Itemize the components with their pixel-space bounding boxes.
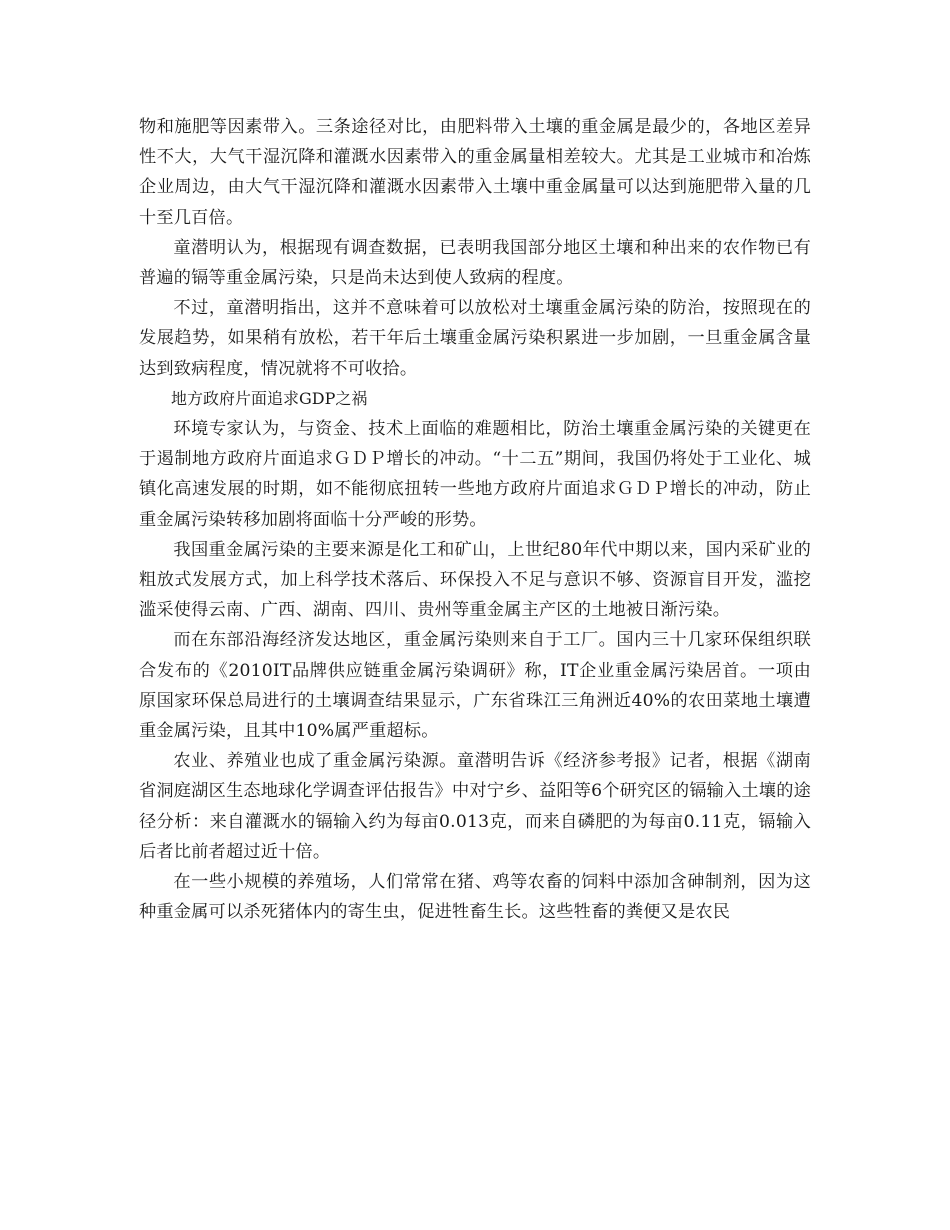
article-body [139,112,811,927]
paragraph-4: 环境专家认为，与资金、技术上面临的难题相比，防治土壤重金属污染的关键更在于遏制地方政府片面追求ＧＤＰ增长的冲动。“十二五”期间，我国仍将处于工业化、城镇化高速发展的时期，如不能彻底扭转一些地方政府片面追求ＧＤＰ增长的冲动，防止重金属污染转移加剧将面临十分严峻的形势。 [139,419,811,530]
paragraph-3: 不过，童潜明指出，这并不意味着可以放松对土壤重金属污染的防治，按照现在的发展趋势，如果稍有放松，若干年后土壤重金属污染积累进一步加剧，一旦重金属含量达到致病程度，情况就将不可收拾。 [139,298,811,379]
section-heading: 地方政府片面追求GDP之祸 [171,388,368,408]
paragraph-7: 农业、养殖业也成了重金属污染源。童潜明告诉《经济参考报》记者，根据《湖南省洞庭湖区生态地球化学调查评估报告》中对宁乡、益阳等6个研究区的镉输入土壤的途径分析：来自灌溉水的镉输入约为每亩0.013克，而来自磷肥的为每亩0.11克，镉输入后者比前者超过近十倍。 [139,751,811,862]
paragraph-6: 而在东部沿海经济发达地区，重金属污染则来自于工厂。国内三十几家环保组织联合发布的《2010IT品牌供应链重金属污染调研》称，IT企业重金属污染居首。一项由原国家环保总局进行的土壤调查结果显示，广东省珠江三角洲近40%的农田菜地土壤遭重金属污染，且其中10%属严重超标。 [139,630,811,742]
paragraph-8: 在一些小规模的养殖场，人们常常在猪、鸡等农畜的饲料中添加含砷制剂，因为这种重金属可以杀死猪体内的寄生虫，促进牲畜生长。这些牲畜的粪便又是农民 [139,872,811,923]
paragraph-1: 物和施肥等因素带入。三条途径对比，由肥料带入土壤的重金属是最少的，各地区差异性不大，大气干湿沉降和灌溉水因素带入的重金属量相差较大。尤其是工业城市和冶炼企业周边，由大气干湿沉降和灌溉水因素带入土壤中重金属量可以达到施肥带入量的几十至几百倍。 [139,117,811,228]
paragraph-5: 我国重金属污染的主要来源是化工和矿山，上世纪80年代中期以来，国内采矿业的粗放式发展方式，加上科学技术落后、环保投入不足与意识不够、资源盲目开发，滥挖滥采使得云南、广西、湖南、四川、贵州等重金属主产区的土地被日渐污染。 [139,539,811,621]
paragraph-2: 童潜明认为，根据现有调查数据，已表明我国部分地区土壤和种出来的农作物已有普遍的镉等重金属污染，只是尚未达到使人致病的程度。 [139,237,811,289]
